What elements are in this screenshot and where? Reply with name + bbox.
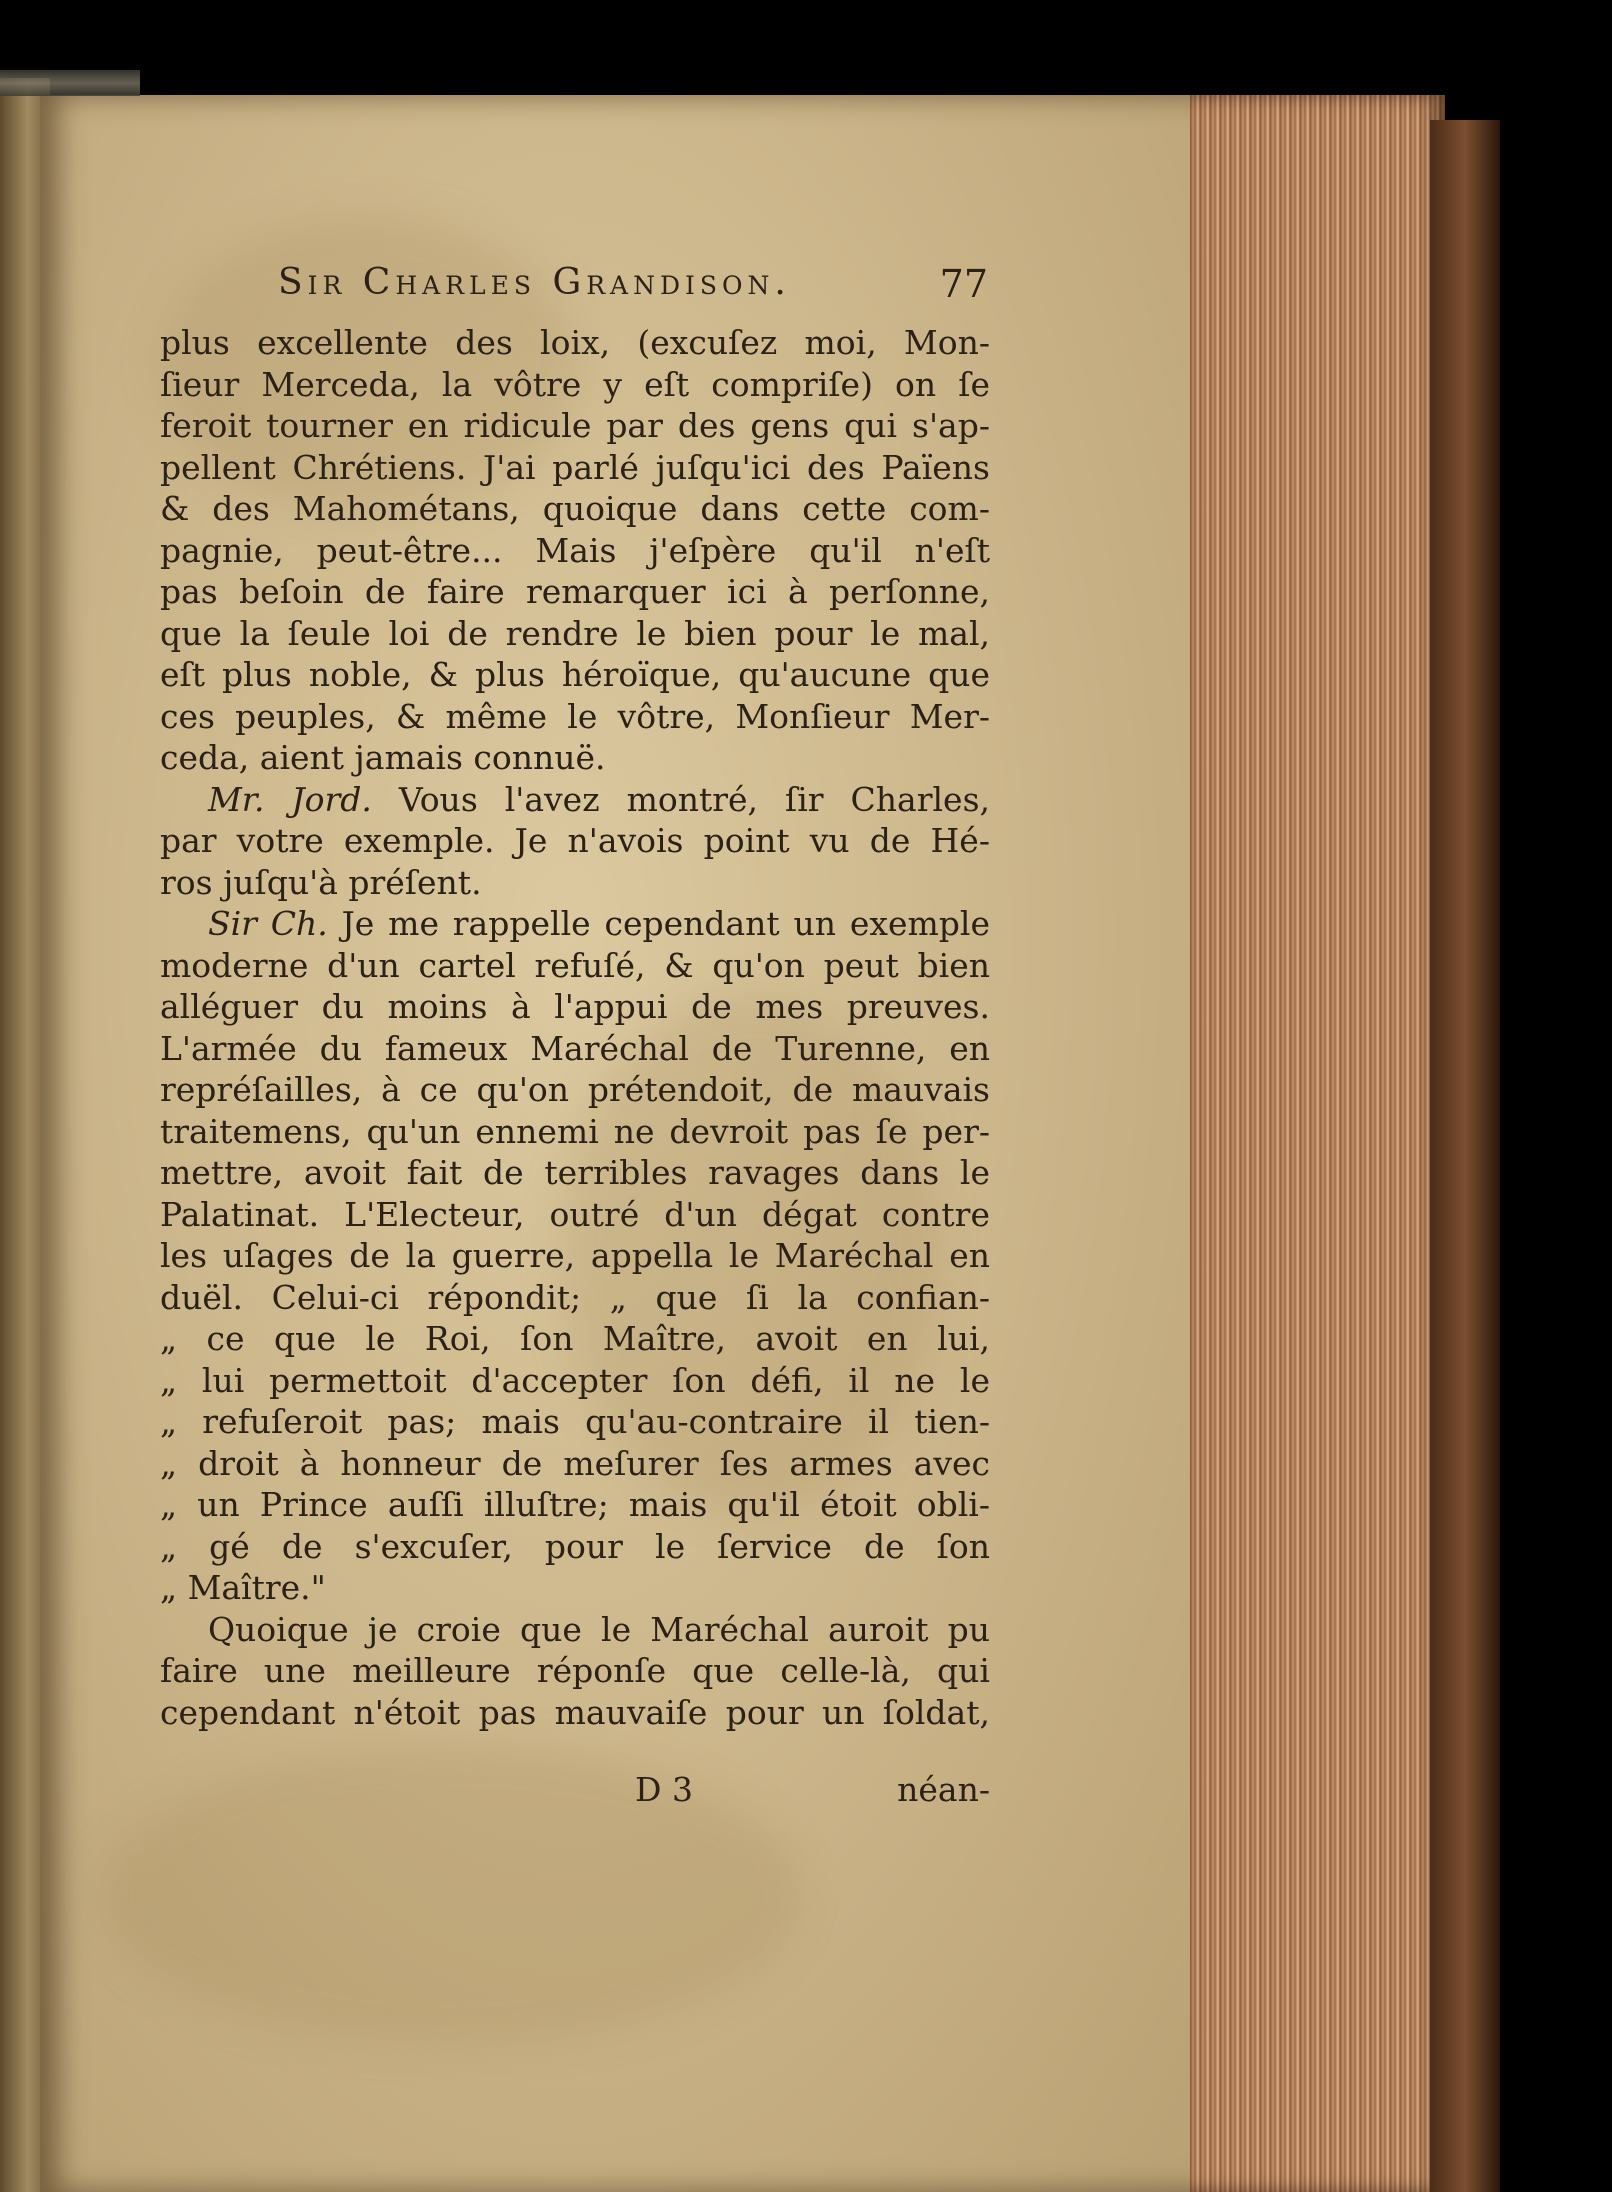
line-text: pagnie, peut-être... Mais j'eſpère qu'il n'eſt: [160, 530, 990, 570]
text-line: [160, 1194, 990, 1236]
line-text: ceda, aient jamais connuë.: [160, 738, 606, 777]
text-line: [160, 862, 990, 904]
text-line: [160, 737, 990, 779]
line-text: repréſailles, à ce qu'on prétendoit, de mauvais: [160, 1070, 990, 1109]
line-text: plus excellente des loix, (excuſez moi, Mon-: [160, 323, 990, 362]
line-text: Je me rappelle cependant un exemple: [341, 904, 990, 943]
catchword: néan-: [897, 1770, 990, 1809]
line-text: Palatinat. L'Electeur, outré d'un dégat contre: [160, 1194, 990, 1234]
running-head-title: Sir Charles Grandison.: [278, 262, 791, 303]
text-line: [160, 903, 990, 945]
text-line: [160, 530, 990, 572]
text-line: [160, 1360, 990, 1402]
line-text: Vous l'avez montré, ſir Charles,: [398, 779, 990, 819]
text-line: [160, 1401, 990, 1443]
text-line: [160, 1567, 990, 1609]
line-text: feroit tourner en ridicule par des gens qui s'ap-: [160, 406, 990, 445]
line-text: mettre, avoit fait de terribles ravages dans le: [160, 1153, 990, 1192]
line-text: ſieur Merceda, la vôtre y eſt compriſe) on ſe: [160, 364, 990, 404]
text-line: [160, 405, 990, 447]
text-line: [160, 1318, 990, 1360]
text-line: [160, 322, 990, 364]
text-line: [160, 1609, 990, 1651]
text-line: [160, 1277, 990, 1319]
text-line: [160, 488, 990, 530]
line-text: alléguer du moins à l'appui de mes preuves.: [160, 987, 990, 1026]
line-text: L'armée du fameux Maréchal de Turenne, en: [160, 1028, 990, 1068]
signature-mark: D 3: [635, 1770, 693, 1809]
text-line: [160, 1152, 990, 1194]
text-line: [160, 820, 990, 862]
line-text: par votre exemple. Je n'avois point vu de Hé-: [160, 821, 990, 860]
text-line: [160, 1484, 990, 1526]
line-text: pas beſoin de faire remarquer ici à perſonne,: [160, 572, 990, 611]
line-text: eſt plus noble, & plus héroïque, qu'aucune que: [160, 655, 990, 694]
text-line: [160, 1692, 990, 1734]
line-text: moderne d'un cartel refuſé, & qu'on peut bien: [160, 945, 990, 985]
page-number: 77: [939, 262, 988, 306]
line-text: „ lui permettoit d'accepter ſon défi, il ne le: [160, 1360, 990, 1400]
text-line: [160, 1650, 990, 1692]
page-body-text: [160, 322, 990, 1733]
leather-cover-edge: [1430, 120, 1500, 2192]
line-text: pellent Chrétiens. J'ai parlé juſqu'ici des Païens: [160, 447, 990, 487]
line-text: „ ce que le Roi, ſon Maître, avoit en lui,: [160, 1319, 990, 1358]
text-line: [160, 571, 990, 613]
line-text: „ gé de s'excuſer, pour le ſervice de ſon: [160, 1526, 990, 1566]
speaker-name: Sir Ch.: [208, 904, 328, 943]
text-line: [160, 364, 990, 406]
line-text: „ un Prince auſſi illuſtre; mais qu'il étoit obli-: [160, 1485, 990, 1524]
line-text: traitemens, qu'un ennemi ne devroit pas ſe per-: [160, 1111, 990, 1151]
line-text: „ Maître.": [160, 1568, 326, 1607]
page-block-fore-edge: [1190, 95, 1445, 2192]
speaker-name: Mr. Jord.: [208, 779, 372, 819]
text-line: [160, 1028, 990, 1070]
line-text: ros juſqu'à préſent.: [160, 862, 482, 902]
line-text: que la ſeule loi de rendre le bien pour le mal,: [160, 613, 990, 653]
line-text: duël. Celui-ci répondit; „ que ſi la confian-: [160, 1277, 990, 1317]
text-line: [160, 1069, 990, 1111]
line-text: ces peuples, & même le vôtre, Monſieur Mer-: [160, 696, 990, 736]
page-footer: [160, 1770, 990, 1814]
running-head: [272, 258, 988, 312]
line-text: „ refuſeroit pas; mais qu'au-contraire il tien-: [160, 1402, 990, 1441]
text-line: [160, 945, 990, 987]
text-line: [160, 1111, 990, 1153]
line-text: les uſages de la guerre, appella le Maréchal en: [160, 1236, 990, 1275]
line-text: „ droit à honneur de meſurer ſes armes avec: [160, 1443, 990, 1483]
text-line: [160, 654, 990, 696]
line-text: cependant n'étoit pas mauvaiſe pour un ſoldat,: [160, 1692, 990, 1732]
text-line: [160, 1526, 990, 1568]
line-text: faire une meilleure réponſe que celle-là, qui: [160, 1651, 990, 1690]
line-text: Quoique je croie que le Maréchal auroit pu: [208, 1609, 990, 1649]
text-line: [160, 1235, 990, 1277]
text-line: [160, 613, 990, 655]
text-line: [160, 696, 990, 738]
line-text: & des Mahométans, quoique dans cette com-: [160, 489, 990, 528]
binding-thread: [0, 70, 140, 96]
text-line: [160, 1443, 990, 1485]
text-line: [160, 779, 990, 821]
text-line: [160, 447, 990, 489]
text-line: [160, 986, 990, 1028]
